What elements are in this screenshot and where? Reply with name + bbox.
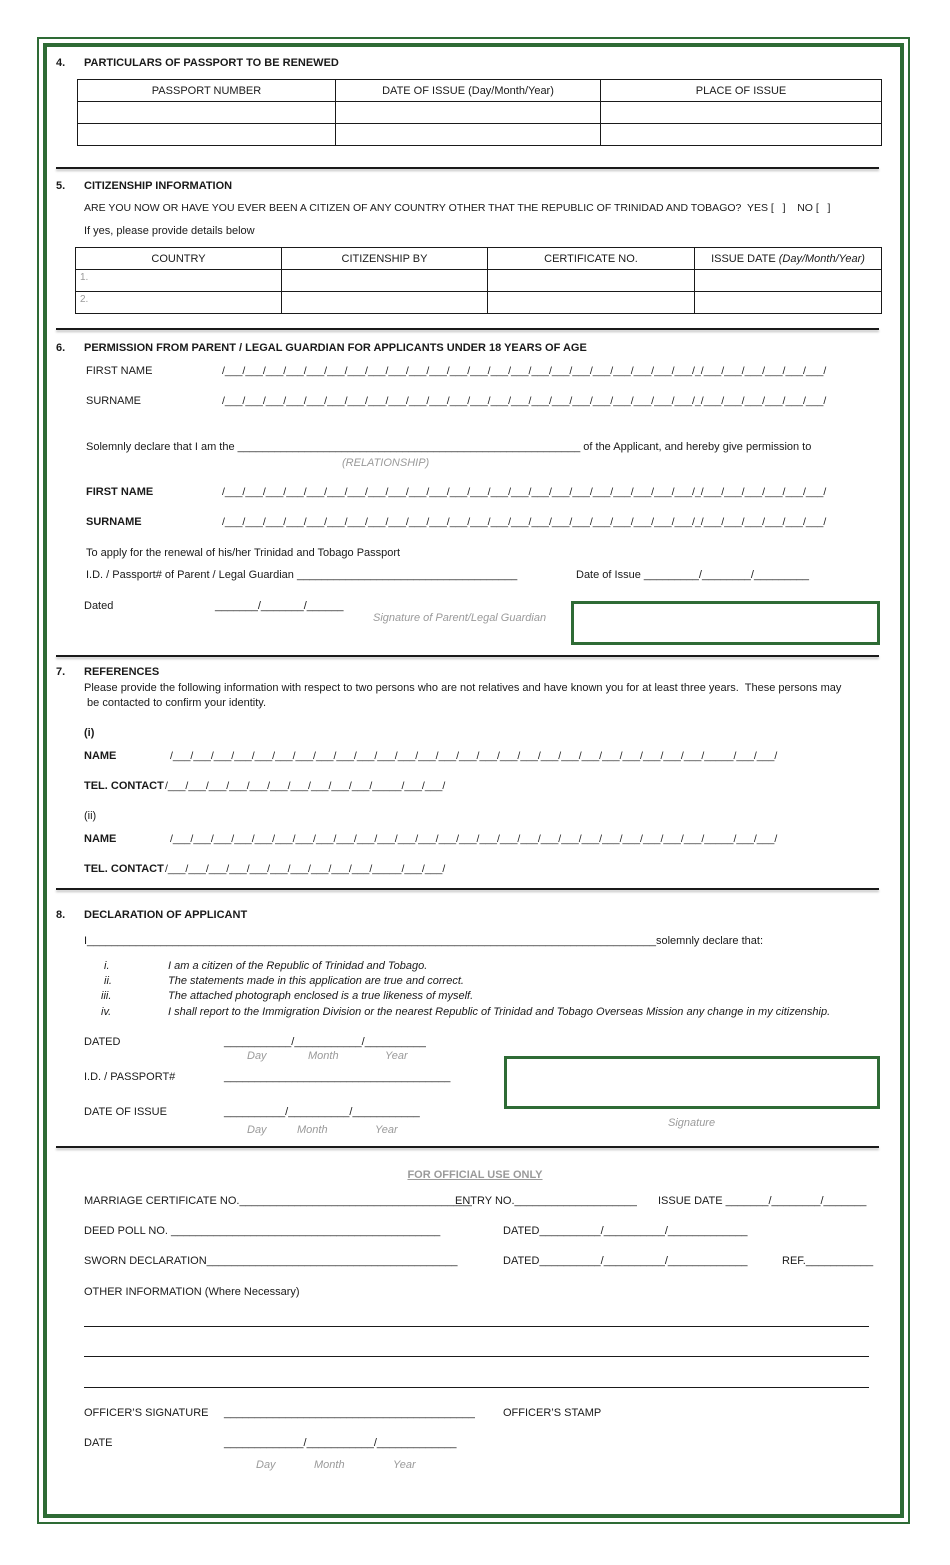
references-intro-line-1: Please provide the following information with respect to two persons who are not relatives and have known you for at least three years. These persons may: [84, 682, 842, 694]
passport-number-cell[interactable]: [78, 102, 336, 124]
certificate-no-cell[interactable]: [488, 270, 695, 292]
section-divider: [56, 167, 879, 169]
issue-date-header: [695, 248, 882, 270]
other-information-label: OTHER INFORMATION (Where Necessary): [84, 1286, 300, 1298]
solemn-declaration-line[interactable]: Solemnly declare that I am the ________________________________________________________ of the Applicant, and hereby give permission to: [86, 441, 812, 453]
certificate-no-header: CERTIFICATE NO.: [488, 248, 695, 270]
official-use-title: FOR OFFICIAL USE ONLY: [407, 1169, 543, 1181]
year-label: Year: [375, 1124, 398, 1136]
applicant-date-of-issue-field[interactable]: __________/__________/___________: [224, 1106, 420, 1118]
declaration-item-text: The statements made in this application are true and correct.: [168, 975, 464, 987]
place-of-issue-cell[interactable]: [601, 102, 882, 124]
day-label: Day: [256, 1459, 276, 1471]
apply-renewal-text: To apply for the renewal of his/her Trinidad and Tobago Passport: [86, 547, 401, 559]
deed-poll-dated-field[interactable]: DATED__________/__________/_____________: [503, 1225, 748, 1237]
section-divider: [56, 888, 879, 890]
day-label: Day: [247, 1050, 267, 1062]
section-7-number: 7.: [56, 666, 66, 678]
reference-1-tel-label: TEL. CONTACT: [84, 780, 164, 792]
day-label: Day: [247, 1124, 267, 1136]
reference-1-tel-boxes[interactable]: /___/___/___/___/___/___/___/___/___/___/_____/___/___/: [165, 780, 446, 792]
citizenship-table-header: [76, 248, 882, 270]
official-date-field[interactable]: _____________/___________/_____________: [224, 1437, 457, 1449]
date-of-issue-header: DATE OF ISSUE (Day/Month/Year): [336, 80, 601, 102]
citizenship-table: [75, 247, 882, 314]
deed-poll-field[interactable]: DEED POLL NO. ____________________________________________: [84, 1225, 441, 1237]
other-information-line[interactable]: [84, 1387, 869, 1388]
year-label: Year: [393, 1459, 416, 1471]
country-cell[interactable]: 2.: [76, 292, 282, 314]
section-divider: [56, 655, 879, 657]
issue-date-header-label: ISSUE DATE: [711, 252, 779, 265]
month-label: Month: [308, 1050, 339, 1062]
guardian-signature-box[interactable]: [571, 601, 880, 645]
guardian-surname-boxes[interactable]: /___/___/___/___/___/___/___/___/___/___/___/___/___/___/___/___/___/___/___/___/___/___/___/_/___/___/___/___/___/___/: [222, 395, 827, 407]
declaration-item-number: i.: [104, 960, 110, 972]
section-8-number: 8.: [56, 909, 66, 921]
sworn-declaration-dated-field[interactable]: DATED__________/__________/_____________: [503, 1255, 748, 1267]
declaration-item-number: ii.: [104, 975, 112, 987]
declaration-item-number: iv.: [101, 1006, 112, 1018]
guardian-dated-field[interactable]: _______/_______/______: [215, 600, 344, 612]
applicant-signature-label: Signature: [668, 1117, 716, 1129]
table-row: [76, 270, 882, 292]
place-of-issue-cell[interactable]: [601, 124, 882, 146]
sworn-declaration-field[interactable]: SWORN DECLARATION_________________________________________: [84, 1255, 458, 1267]
declaration-name-field[interactable]: I_____________________________________________________________________________________________solemnly declare that:: [84, 935, 763, 947]
passport-number-header: PASSPORT NUMBER: [78, 80, 336, 102]
entry-no-field[interactable]: ENTRY NO.____________________: [455, 1195, 637, 1207]
guardian-id-field[interactable]: I.D. / Passport# of Parent / Legal Guardian ____________________________________: [86, 569, 518, 581]
section-4-number: 4.: [56, 57, 66, 69]
section-5-title: CITIZENSHIP INFORMATION: [84, 180, 233, 192]
official-date-label: DATE: [84, 1437, 113, 1449]
passport-table-header: [78, 80, 882, 102]
reference-1-name-boxes[interactable]: /___/___/___/___/___/___/___/___/___/___/___/___/___/___/___/___/___/___/___/___/___/___/___/___/___/___/_____/___/___/: [170, 750, 778, 762]
citizenship-by-cell[interactable]: [282, 270, 488, 292]
passport-number-cell[interactable]: [78, 124, 336, 146]
date-of-issue-cell[interactable]: [336, 102, 601, 124]
passport-table: [77, 79, 882, 146]
applicant-surname-label: SURNAME: [86, 516, 142, 528]
section-8-title: DECLARATION OF APPLICANT: [84, 909, 248, 921]
country-header: COUNTRY: [76, 248, 282, 270]
citizenship-hint: If yes, please provide details below: [84, 225, 255, 237]
date-of-issue-cell[interactable]: [336, 124, 601, 146]
applicant-surname-boxes[interactable]: /___/___/___/___/___/___/___/___/___/___/___/___/___/___/___/___/___/___/___/___/___/___/___/_/___/___/___/___/___/___/: [222, 516, 827, 528]
issue-date-cell[interactable]: [695, 270, 882, 292]
guardian-dated-label: Dated: [84, 600, 114, 612]
applicant-id-field[interactable]: _____________________________________: [224, 1071, 451, 1083]
section-5-number: 5.: [56, 180, 66, 192]
reference-2-tel-label: TEL. CONTACT: [84, 863, 164, 875]
issue-date-format: (Day/Month/Year): [778, 252, 865, 265]
declaration-item-number: iii.: [101, 990, 112, 1002]
guardian-surname-label: SURNAME: [86, 395, 142, 407]
citizenship-by-cell[interactable]: [282, 292, 488, 314]
applicant-dated-field[interactable]: ___________/___________/__________: [224, 1036, 426, 1048]
reference-2-tel-boxes[interactable]: /___/___/___/___/___/___/___/___/___/___/_____/___/___/: [165, 863, 446, 875]
reference-1-label: (i): [84, 727, 95, 739]
month-label: Month: [297, 1124, 328, 1136]
applicant-date-of-issue-label: DATE OF ISSUE: [84, 1106, 167, 1118]
applicant-signature-box[interactable]: [504, 1056, 880, 1109]
reference-2-label: (ii): [84, 810, 97, 822]
officer-stamp-label: OFFICER’S STAMP: [503, 1407, 602, 1419]
reference-1-name-label: NAME: [84, 750, 117, 762]
official-issue-date-field[interactable]: ISSUE DATE _______/________/_______: [658, 1195, 867, 1207]
other-information-line[interactable]: [84, 1356, 869, 1357]
issue-date-cell[interactable]: [695, 292, 882, 314]
guardian-first-name-boxes[interactable]: /___/___/___/___/___/___/___/___/___/___/___/___/___/___/___/___/___/___/___/___/___/___/___/_/___/___/___/___/___/___/: [222, 365, 827, 377]
section-6-number: 6.: [56, 342, 66, 354]
certificate-no-cell[interactable]: [488, 292, 695, 314]
table-row: [78, 102, 882, 124]
references-intro-line-2: be contacted to confirm your identity.: [84, 697, 266, 709]
guardian-date-of-issue-field[interactable]: Date of Issue _________/________/_________: [576, 569, 810, 581]
officer-signature-field[interactable]: _________________________________________: [224, 1407, 475, 1419]
applicant-first-name-boxes[interactable]: /___/___/___/___/___/___/___/___/___/___/___/___/___/___/___/___/___/___/___/___/___/___/___/_/___/___/___/___/___/___/: [222, 486, 827, 498]
guardian-signature-label: Signature of Parent/Legal Guardian: [373, 612, 547, 624]
table-row: [78, 124, 882, 146]
section-7-title: REFERENCES: [84, 666, 160, 678]
citizenship-by-header: CITIZENSHIP BY: [282, 248, 488, 270]
marriage-certificate-field[interactable]: MARRIAGE CERTIFICATE NO.______________________________________: [84, 1195, 472, 1207]
reference-2-name-boxes[interactable]: /___/___/___/___/___/___/___/___/___/___/___/___/___/___/___/___/___/___/___/___/___/___/___/___/___/___/_____/___/___/: [170, 833, 778, 845]
declaration-item-text: I am a citizen of the Republic of Trinidad and Tobago.: [168, 960, 428, 972]
ref-field[interactable]: REF.___________: [782, 1255, 874, 1267]
section-divider: [56, 328, 879, 330]
guardian-first-name-label: FIRST NAME: [86, 365, 153, 377]
officer-signature-label: OFFICER’S SIGNATURE: [84, 1407, 209, 1419]
declaration-item-text: I shall report to the Immigration Division or the nearest Republic of Trinidad and Tobago Overseas Mission any change in my citizenship.: [168, 1006, 831, 1018]
table-row: [76, 292, 882, 314]
citizenship-question[interactable]: ARE YOU NOW OR HAVE YOU EVER BEEN A CITIZEN OF ANY COUNTRY OTHER THAT THE REPUBLIC OF TRINIDAD AND TOBAGO? YES [ ] NO [ ]: [84, 202, 831, 214]
reference-2-name-label: NAME: [84, 833, 117, 845]
other-information-line[interactable]: [84, 1326, 869, 1327]
place-of-issue-header: PLACE OF ISSUE: [601, 80, 882, 102]
section-6-title: PERMISSION FROM PARENT / LEGAL GUARDIAN FOR APPLICANTS UNDER 18 YEARS OF AGE: [84, 342, 587, 354]
applicant-dated-label: DATED: [84, 1036, 121, 1048]
section-4-title: PARTICULARS OF PASSPORT TO BE RENEWED: [84, 57, 339, 69]
country-cell[interactable]: 1.: [76, 270, 282, 292]
applicant-id-label: I.D. / PASSPORT#: [84, 1071, 176, 1083]
section-divider: [56, 1146, 879, 1148]
year-label: Year: [385, 1050, 408, 1062]
declaration-item-text: The attached photograph enclosed is a true likeness of myself.: [168, 990, 474, 1002]
applicant-first-name-label: FIRST NAME: [86, 486, 154, 498]
relationship-label: (RELATIONSHIP): [342, 457, 430, 469]
month-label: Month: [314, 1459, 345, 1471]
